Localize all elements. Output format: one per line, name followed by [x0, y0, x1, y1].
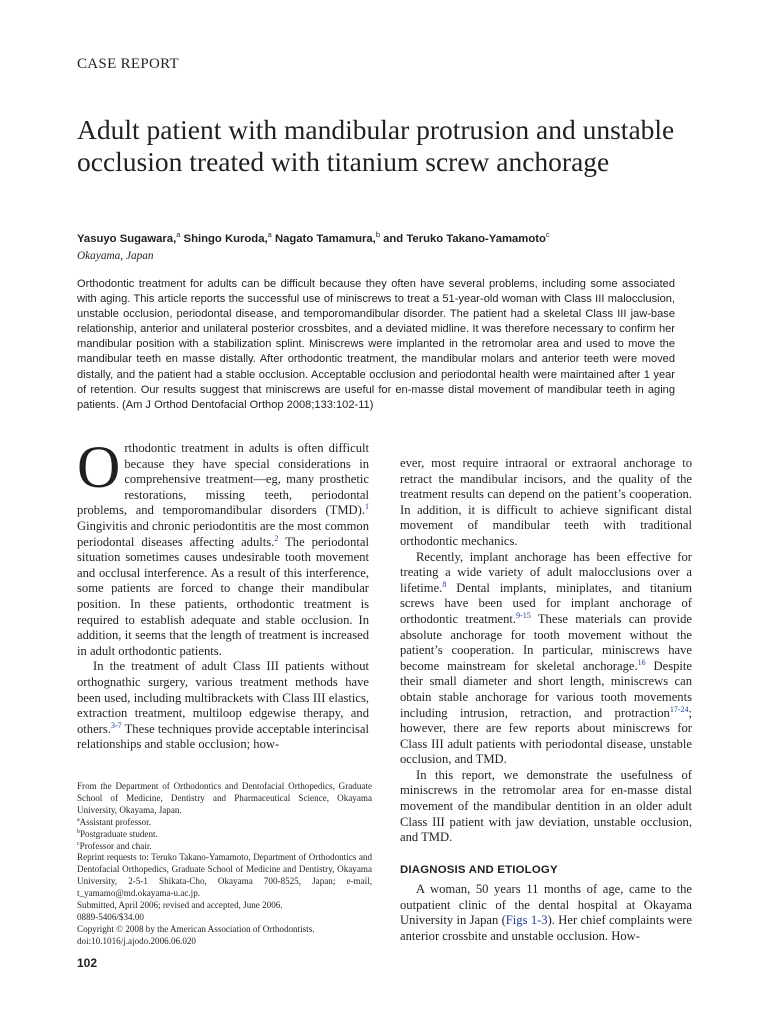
footnote [77, 924, 372, 936]
reference-link[interactable]: 16 [637, 657, 646, 667]
footnote-text: From the Department of Orthodontics and Dentofacial Orthopedics, Graduate School of Medicine, Dentistry and Pharmaceutical Science, Okayama University, Okayama, Japan. [77, 781, 372, 815]
author-name: Yasuyo Sugawara, [77, 233, 177, 245]
text-run: In the treatment of adult Class III patients without orthognathic surgery, various treatment methods have been used, including multibrackets with Class III elastics, extraction treatment, multiloop edgewise therapy, and others. [77, 659, 369, 736]
footnote-text: Submitted, April 2006; revised and accepted, June 2006. [77, 900, 283, 911]
runs [400, 550, 692, 767]
footnote [77, 852, 372, 900]
text-run: A woman, 50 years 11 months of age, came to the outpatient clinic of the dental hospital at Okayama University in Japan ( [400, 882, 692, 928]
footnote [77, 900, 372, 912]
footnote-mark: a [77, 816, 80, 823]
footnote-text: Professor and chair. [79, 840, 152, 851]
footnote-text: doi:10.1016/j.ajodo.2006.06.020 [77, 935, 196, 946]
paragraph [400, 456, 692, 550]
paragraph [77, 434, 369, 659]
text-run: Despite their small diameter and short length, miniscrews can obtain stable anchorage for various tooth movements including intrusion, retraction, and protraction [400, 658, 692, 720]
footnote-text: Copyright © 2008 by the American Association of Orthodontists. [77, 923, 315, 934]
text-run: ever, most require intraoral or extraoral anchorage to retract the mandibular incisors, and the quality of the treatment results can depend on the patient’s cooperation. In addition, it is difficult to achieve significant distal movement of mandibular teeth with traditional orthodontic mechanics. [400, 456, 692, 548]
author-name: Nagato Tamamura, [274, 233, 376, 245]
footnote [77, 841, 372, 853]
text-run: Recently, implant anchorage has been effective for treating a wide variety of adult malocclusions over a lifetime. [400, 549, 692, 595]
footnote-text: Assistant professor. [79, 816, 151, 827]
footnote-mark: c [77, 840, 80, 847]
reference-link[interactable]: 3-7 [110, 720, 122, 730]
footnote [77, 912, 372, 924]
section-heading: DIAGNOSIS AND ETIOLOGY [400, 864, 558, 876]
author-affiliation-mark: a [176, 230, 181, 240]
section-label: CASE REPORT [77, 56, 180, 72]
text-run: Dental implants, miniplates, and titanium screws have been used for implant anchorage of orthodontic treatment. [400, 580, 692, 626]
author-name: and Teruko Takano-Yamamoto [383, 233, 546, 245]
runs [400, 768, 692, 844]
text-run: The periodontal situation sometimes causes undesirable tooth movement and occlusal interference. As a result of this interference, some patients are forced to change their mandibular position. In these patients, orthodontic treatment is required to establish adequate and stable occlusion. In addition, it seems that the length of treatment is increased in adult orthodontic patients. [77, 534, 369, 658]
page-number: 102 [77, 956, 98, 970]
figure-link[interactable]: Figs 1-3 [505, 913, 548, 928]
author-affiliation-mark: a [267, 230, 272, 240]
text-run: rthodontic treatment in adults is often difficult because they have special considerations in comprehensive treatment—eg, many prosthetic restorations, missing teeth, periodontal problems, and temporomandibular disorders (TMD). [77, 441, 369, 518]
runs [77, 434, 369, 658]
author-name: Shingo Kuroda, [183, 233, 268, 245]
footnote [77, 781, 372, 817]
body-column-left [77, 434, 369, 753]
author-location: Okayama, Japan [77, 250, 154, 262]
reference-link[interactable]: 17-24 [669, 704, 689, 714]
footnote-mark: b [77, 828, 80, 835]
footnote-text: Postgraduate student. [80, 828, 158, 839]
body-column-right [400, 456, 692, 846]
author-list [77, 230, 550, 245]
drop-cap: O [77, 434, 121, 500]
text-run: In this report, we demonstrate the usefulness of miniscrews in the retromolar area for en-masse distal movement of the mandibular dentition in an older adult Class III patient with jaw deviation, unstable occlusion, and TMD. [400, 767, 692, 845]
footnote-text: Reprint requests to: Teruko Takano-Yamamoto, Department of Orthodontics and Dentofacial Orthopedics, Graduate School of Medicine and Dentistry, Okayama University, 2-5-1 Shikata-Cho, Okayama 700-8525, Japan; e-mail, t_yamamo@md.okayama-u.ac.jp. [77, 852, 372, 899]
footnote [77, 936, 372, 948]
reference-link[interactable]: 9-15 [516, 610, 531, 620]
footnotes [77, 781, 372, 948]
footnote [77, 817, 372, 829]
footnote-text: 0889-5406/$34.00 [77, 911, 144, 922]
paragraph [400, 768, 692, 846]
runs [400, 882, 692, 943]
reference-link[interactable]: 1 [365, 502, 369, 512]
text-run: Gingivitis and chronic periodontitis are the most common periodontal diseases affecting adults. [77, 518, 369, 549]
author-affiliation-mark: c [545, 230, 550, 240]
reference-link[interactable]: 2 [274, 533, 279, 543]
reference-link[interactable]: 8 [442, 579, 447, 589]
paragraph [77, 659, 369, 753]
text-run: ; however, there are few reports about miniscrews for Class III adult patients with periodontal disease, unstable occlusion, and TMD. [400, 705, 692, 767]
article-title: Adult patient with mandibular protrusion and unstable occlusion treated with titanium screw anchorage [77, 114, 675, 177]
text-run: These techniques provide acceptable interincisal relationships and stable occlusion; how- [77, 721, 369, 752]
runs [77, 659, 369, 751]
footnote [77, 829, 372, 841]
paragraph [400, 550, 692, 768]
text-run: ). Her chief complaints were anterior crossbite and unstable occlusion. How- [400, 913, 693, 943]
paragraph [400, 882, 692, 944]
text-run: These materials can provide absolute anchorage for tooth movement without the patient’s cooperation. In particular, miniscrews have become mainstream for skeletal anchorage. [400, 611, 692, 673]
abstract: Orthodontic treatment for adults can be difficult because they often have several problems, including some associated with aging. This article reports the successful use of miniscrews to treat a 51-year-old woman with Class III malocclusion, unstable occlusion, periodontal disease, and temporomandibular disorder. The patient had a skeletal Class III jaw-base relationship, anterior and unilateral posterior crossbites, and a deviated midline. It was therefore necessary to confirm her mandibular position with a stabilization splint. Miniscrews were implanted in the retromolar area and used to move the mandibular teeth en masse distally. After orthodontic treatment, the mandibular molars and anterior teeth were moved distally, and the patient had a stable occlusion. Acceptable occlusion and periodontal health were maintained after 1 year of retention. Our results suggest that miniscrews are useful for en-masse distal movement of mandibular teeth in aging patients. (Am J Orthod Dentofacial Orthop 2008;133:102-11) [77, 278, 675, 411]
runs [400, 456, 692, 548]
author-affiliation-mark: b [375, 230, 380, 240]
body-column-right-continued [400, 882, 692, 944]
